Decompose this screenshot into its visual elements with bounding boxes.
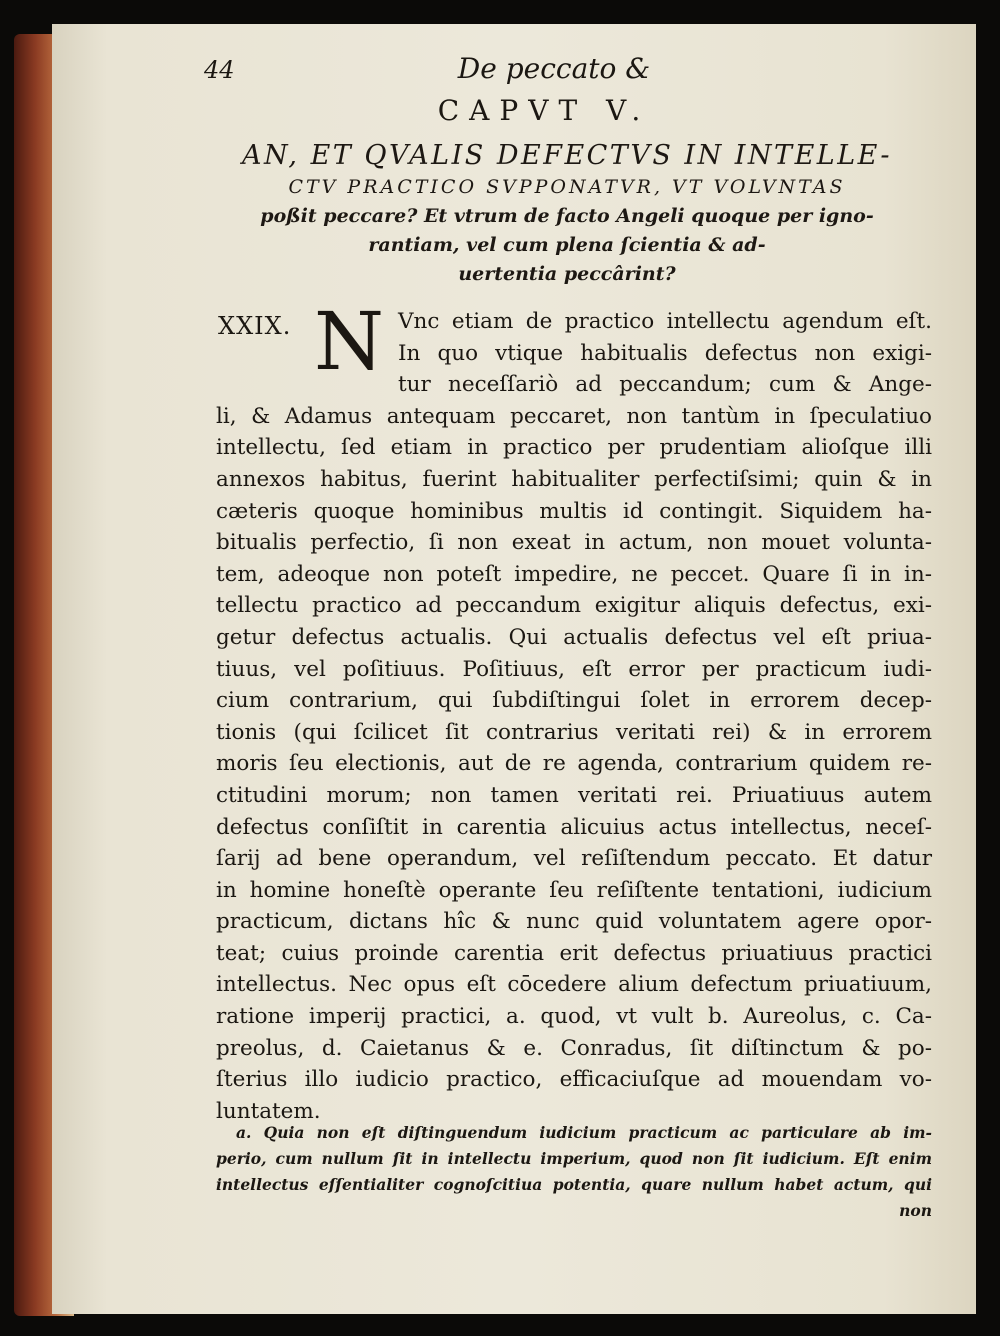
drop-cap: N — [314, 295, 384, 388]
running-head — [52, 52, 976, 92]
body-line: defectus conſiſtit in carentia alicuius actus intellectus, neceſ- — [216, 814, 932, 840]
body-line: ctitudini morum; non tamen veritati rei. Priuatiuus autem — [216, 782, 932, 808]
heading-line: rantiam, vel cum plena ſcientia & ad- — [368, 234, 766, 256]
heading-line: poßit peccare? Et vtrum de facto Angeli quoque per igno- — [260, 205, 874, 227]
page-number: 44 — [204, 56, 235, 84]
body-line: tionis (qui ſcilicet ſit contrarius veritati rei) & in errorem — [216, 719, 932, 745]
footnote-line: a. Quia non eſt diſtinguendum iudicium practicum ac particulare ab im- — [236, 1123, 932, 1142]
body-line: ſarij ad bene operandum, vel reſiſtendum peccato. Et datur — [216, 846, 932, 872]
body-line: ratione imperij practici, a. quod, vt vult b. Aureolus, c. Ca- — [216, 1004, 932, 1030]
body-line: cium contrarium, qui ſubdiſtingui ſolet in errorem decep- — [216, 688, 932, 714]
body-line: ſterius illo iudicio practico, efficaciuſque ad mouendam vo- — [216, 1067, 932, 1093]
body-text — [216, 306, 932, 1127]
running-title: De peccato & — [457, 52, 651, 85]
heading-line: CTV PRACTICO SVPPONATVR, VT VOLVNTAS — [288, 176, 846, 198]
body-line: practicum, dictans hîc & nunc quid voluntatem agere opor- — [216, 909, 932, 935]
body-line: cæteris quoque hominibus multis id contingit. Siquidem ha- — [216, 498, 932, 524]
book-page — [52, 24, 976, 1314]
body-line: intellectus. Nec opus eſt cōcedere alium defectum priuatiuum, — [216, 972, 932, 998]
body-line: li, & Adamus antequam peccaret, non tantùm in ſpeculatiuo — [216, 403, 932, 429]
body-line: in homine honeſtè operante ſeu reſiſtente tentationi, iudicium — [216, 877, 932, 903]
body-line: bitualis perfectio, ſi non exeat in actum, non mouet volunta- — [216, 530, 932, 556]
catchword: non — [899, 1201, 932, 1220]
body-line: In quo vtique habitualis defectus non exigi- — [398, 340, 932, 366]
chapter-heading — [202, 140, 932, 289]
body-line: annexos habitus, fuerint habitualiter perfectiſsimi; quin & in — [216, 466, 932, 492]
body-line: tiuus, vel poſitiuus. Poſitiuus, eſt error per practicum iudi- — [216, 656, 932, 682]
heading-line: AN, ET QVALIS DEFECTVS IN INTELLE- — [242, 140, 892, 171]
body-line: tellectu practico ad peccandum exigitur aliquis defectus, exi- — [216, 593, 932, 619]
body-line: getur defectus actualis. Qui actualis defectus vel eſt priua- — [216, 624, 932, 650]
footnotes — [216, 1120, 932, 1224]
body-line: preolus, d. Caietanus & e. Conradus, ſit diſtinctum & po- — [216, 1035, 932, 1061]
chapter-title: CAPVT V. — [437, 94, 651, 127]
footnote-line: intellectus eſſentialiter cognoſcitiua potentia, quare nullum habet actum, qui — [216, 1175, 932, 1194]
body-line: teat; cuius proinde carentia erit defectus priuatiuus practici — [216, 940, 932, 966]
body-line: tur neceſſariò ad peccandum; cum & Ange- — [398, 372, 932, 398]
section-number: XXIX. — [218, 312, 292, 340]
heading-line: uertentia peccârint? — [458, 263, 676, 285]
body-line: tem, adeoque non poteſt impedire, ne peccet. Quare ſi in in- — [216, 561, 932, 587]
footnote-line: perio, cum nullum ſit in intellectu imperium, quod non ſit iudicium. Eſt enim — [216, 1149, 932, 1168]
body-line: intellectu, ſed etiam in practico per prudentiam alioſque illi — [216, 435, 932, 461]
body-line: luntatem. — [216, 1098, 321, 1124]
body-line: Vnc etiam de practico intellectu agendum eſt. — [398, 309, 932, 334]
body-line: moris ſeu electionis, aut de re agenda, contrarium quidem re- — [216, 751, 932, 777]
